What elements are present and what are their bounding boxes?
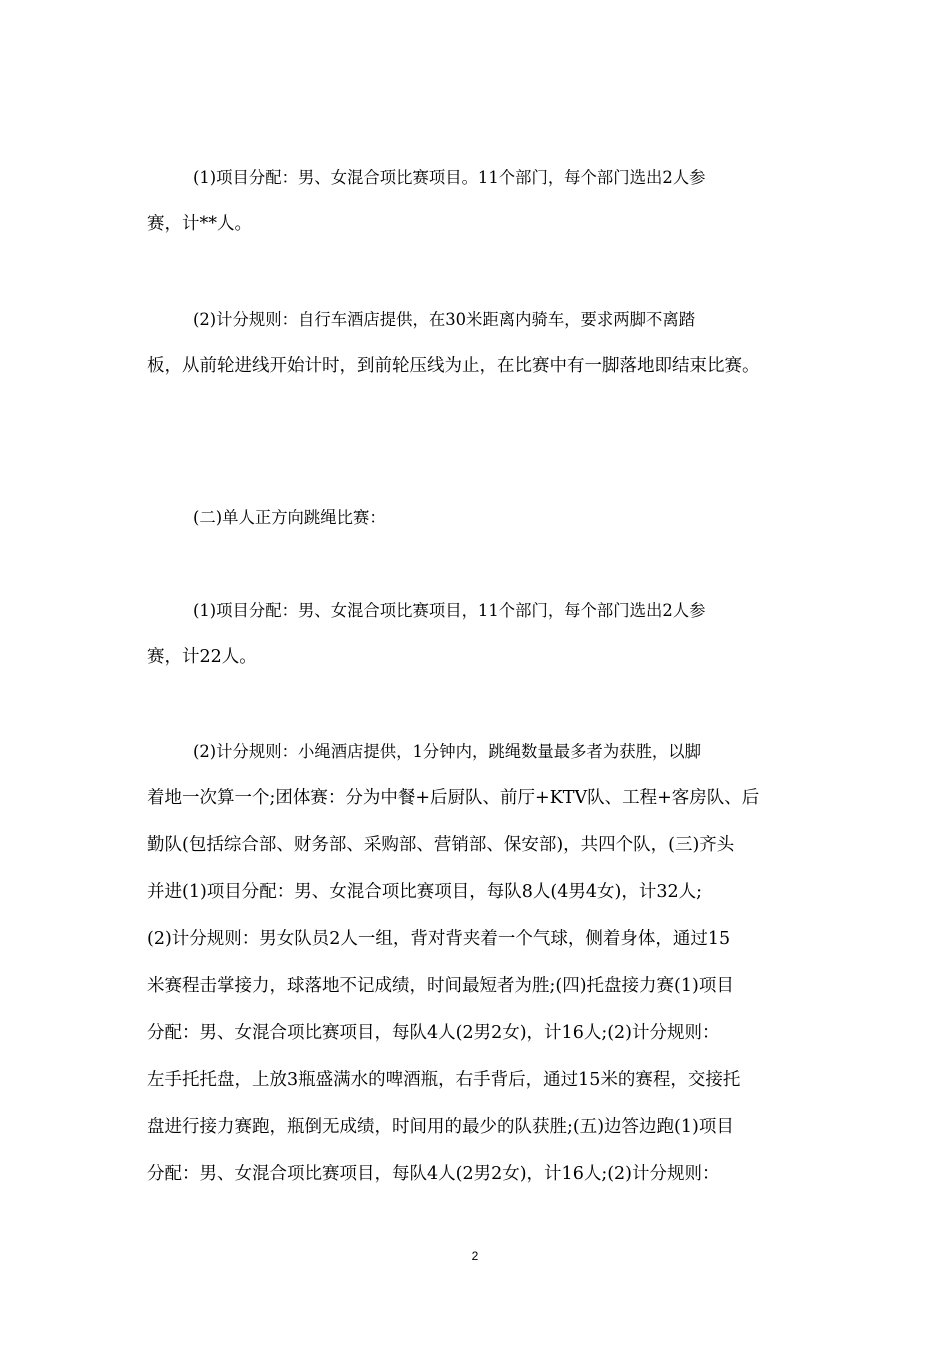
text-line: (2)计分规则：小绳酒店提供，1分钟内，跳绳数量最多者为获胜，以脚 bbox=[193, 742, 702, 761]
text-line: 赛，计22人。 bbox=[147, 647, 257, 667]
text-line: 并进(1)项目分配：男、女混合项比赛项目，每队8人(4男4女)，计32人; bbox=[147, 882, 703, 902]
text-line: 勤队(包括综合部、财务部、采购部、营销部、保安部)，共四个队，(三)齐头 bbox=[147, 835, 735, 855]
text-line: 着地一次算一个;团体赛：分为中餐+后厨队、前厅+KTV队、工程+客房队、后 bbox=[147, 788, 760, 808]
paragraph-team-competitions bbox=[147, 728, 807, 1198]
text-line: (二)单人正方向跳绳比赛： bbox=[193, 508, 386, 527]
text-line: (2)计分规则：自行车酒店提供，在30米距离内骑车，要求两脚不离踏 bbox=[193, 310, 696, 329]
text-line: (1)项目分配：男、女混合项比赛项目，11个部门，每个部门选出2人参 bbox=[193, 601, 706, 620]
text-line: (1)项目分配：男、女混合项比赛项目。11个部门，每个部门选出2人参 bbox=[193, 168, 706, 187]
paragraph-scoring-rules-bicycle bbox=[147, 296, 807, 390]
text-line: 米赛程击掌接力，球落地不记成绩，时间最短者为胜;(四)托盘接力赛(1)项目 bbox=[147, 976, 734, 996]
text-line: 赛，计**人。 bbox=[147, 214, 252, 234]
text-line: (2)计分规则：男女队员2人一组，背对背夹着一个气球，侧着身体，通过15 bbox=[147, 929, 731, 949]
paragraph-item-allocation-1 bbox=[147, 154, 807, 248]
page-number: 2 bbox=[471, 1249, 479, 1263]
paragraph-item-allocation-2 bbox=[147, 587, 807, 681]
text-line: 板，从前轮进线开始计时，到前轮压线为止，在比赛中有一脚落地即结束比赛。 bbox=[147, 356, 760, 376]
text-line: 左手托托盘，上放3瓶盛满水的啤酒瓶，右手背后，通过15米的赛程，交接托 bbox=[147, 1070, 741, 1090]
text-line: 分配：男、女混合项比赛项目，每队4人(2男2女)，计16人;(2)计分规则： bbox=[147, 1164, 720, 1184]
text-line: 分配：男、女混合项比赛项目，每队4人(2男2女)，计16人;(2)计分规则： bbox=[147, 1023, 720, 1043]
text-line: 盘进行接力赛跑，瓶倒无成绩，时间用的最少的队获胜;(五)边答边跑(1)项目 bbox=[147, 1117, 734, 1137]
section-heading-rope-skipping bbox=[147, 494, 807, 541]
